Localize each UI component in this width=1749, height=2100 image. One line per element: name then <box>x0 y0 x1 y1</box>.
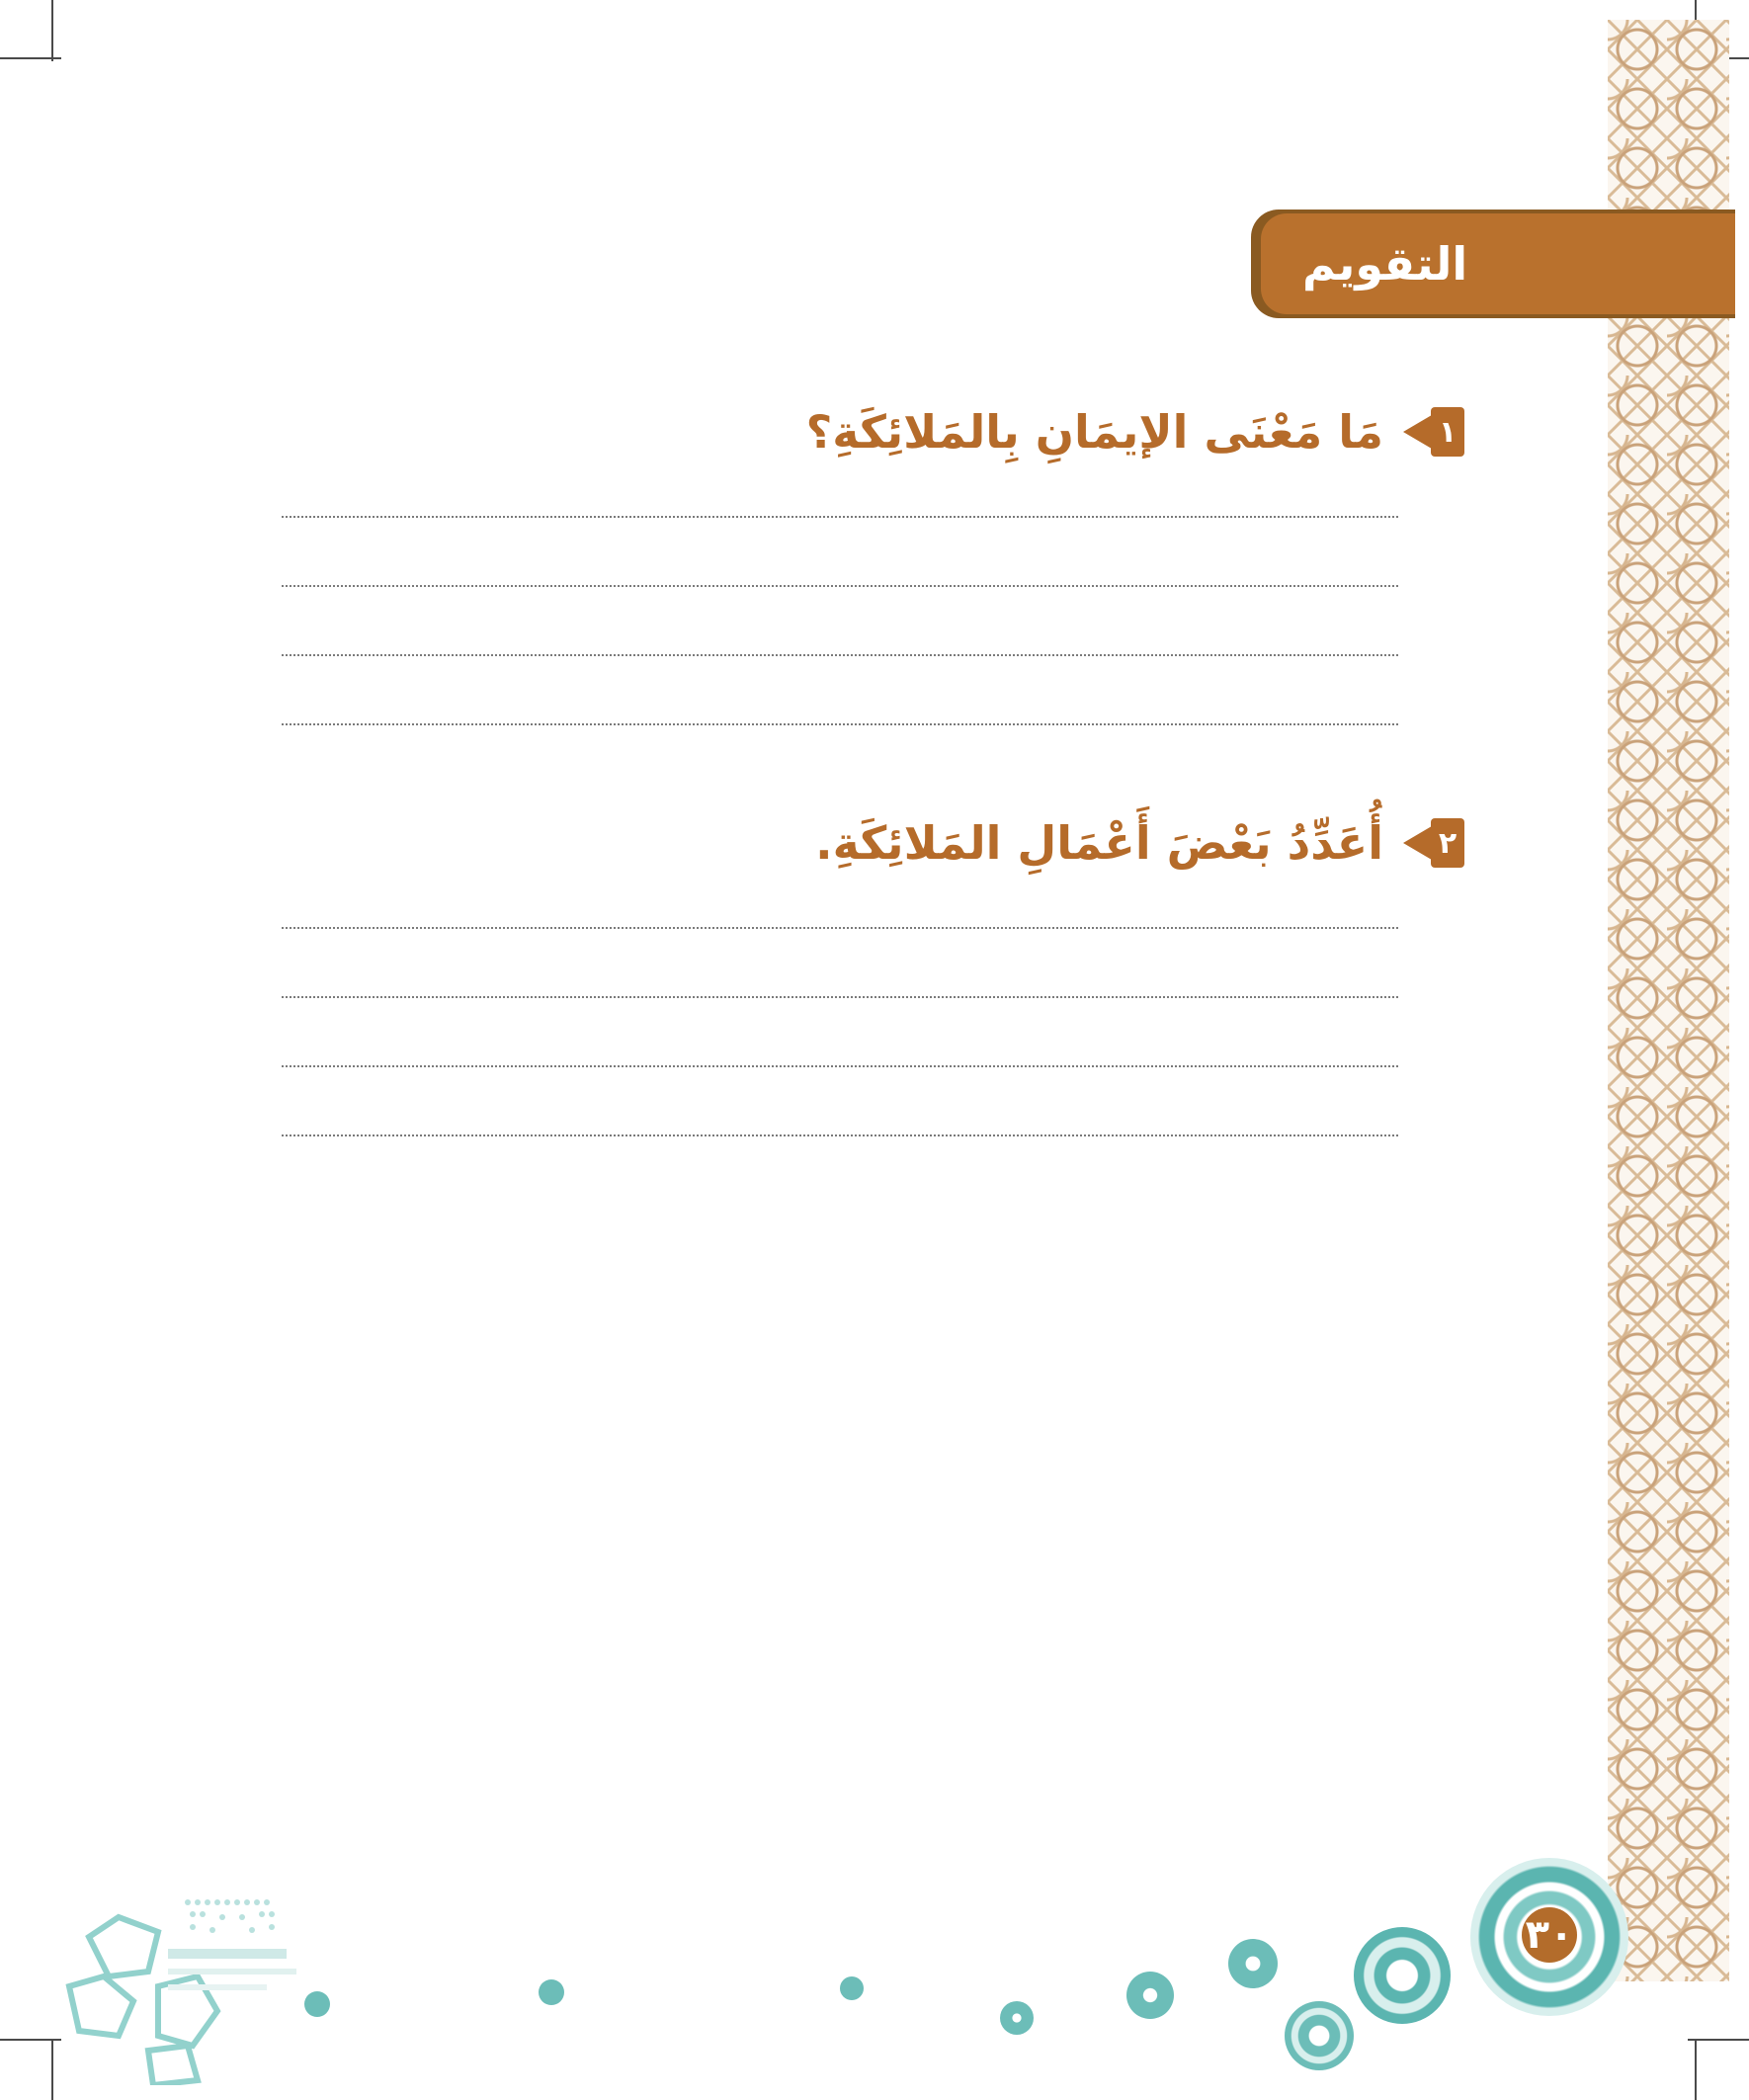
question-marker <box>1397 818 1464 868</box>
rosette-ornament-icon <box>1126 1972 1174 2019</box>
page-number: ٣٠ <box>1522 1907 1577 1963</box>
ministry-logo-icon <box>49 1878 326 2085</box>
crop-mark-top-left-v <box>51 0 53 61</box>
answer-lines-2 <box>282 927 1398 1204</box>
crop-mark-bottom-right-h <box>1688 2039 1749 2041</box>
answer-line[interactable] <box>282 723 1398 725</box>
answer-line[interactable] <box>282 927 1398 929</box>
rosette-ornament-icon <box>539 1979 564 2005</box>
question-marker <box>1397 407 1464 457</box>
triangle-arrow-icon <box>1403 412 1437 452</box>
answer-line[interactable] <box>282 1065 1398 1067</box>
question-text: أُعَدِّدُ بَعْضَ أَعْمَالِ المَلائِكَةِ. <box>815 816 1383 870</box>
rosette-ornament-icon <box>840 1976 864 2000</box>
crop-mark-top-left-h <box>0 57 61 59</box>
answer-line[interactable] <box>282 654 1398 656</box>
answer-line[interactable] <box>282 996 1398 998</box>
question-number: ١ <box>1431 407 1464 457</box>
question-number: ٢ <box>1431 818 1464 868</box>
answer-line[interactable] <box>282 585 1398 587</box>
rosette-ornament-icon <box>1000 2001 1034 2035</box>
answer-lines-1 <box>282 516 1398 793</box>
question-text: مَا مَعْنَى الإيمَانِ بِالمَلائِكَةِ؟ <box>805 405 1383 459</box>
answer-line[interactable] <box>282 516 1398 518</box>
rosette-ornament-icon <box>1354 1927 1451 2024</box>
crop-mark-bottom-right-v <box>1695 2039 1697 2100</box>
question-2 <box>815 816 1464 870</box>
answer-line[interactable] <box>282 1134 1398 1136</box>
section-title: التقويم <box>1302 237 1468 291</box>
question-1 <box>806 405 1464 459</box>
title-banner <box>1261 213 1735 314</box>
triangle-arrow-icon <box>1403 823 1437 863</box>
rosette-ornament-icon <box>1285 2001 1354 2070</box>
rosette-ornament-icon <box>1228 1939 1278 1988</box>
